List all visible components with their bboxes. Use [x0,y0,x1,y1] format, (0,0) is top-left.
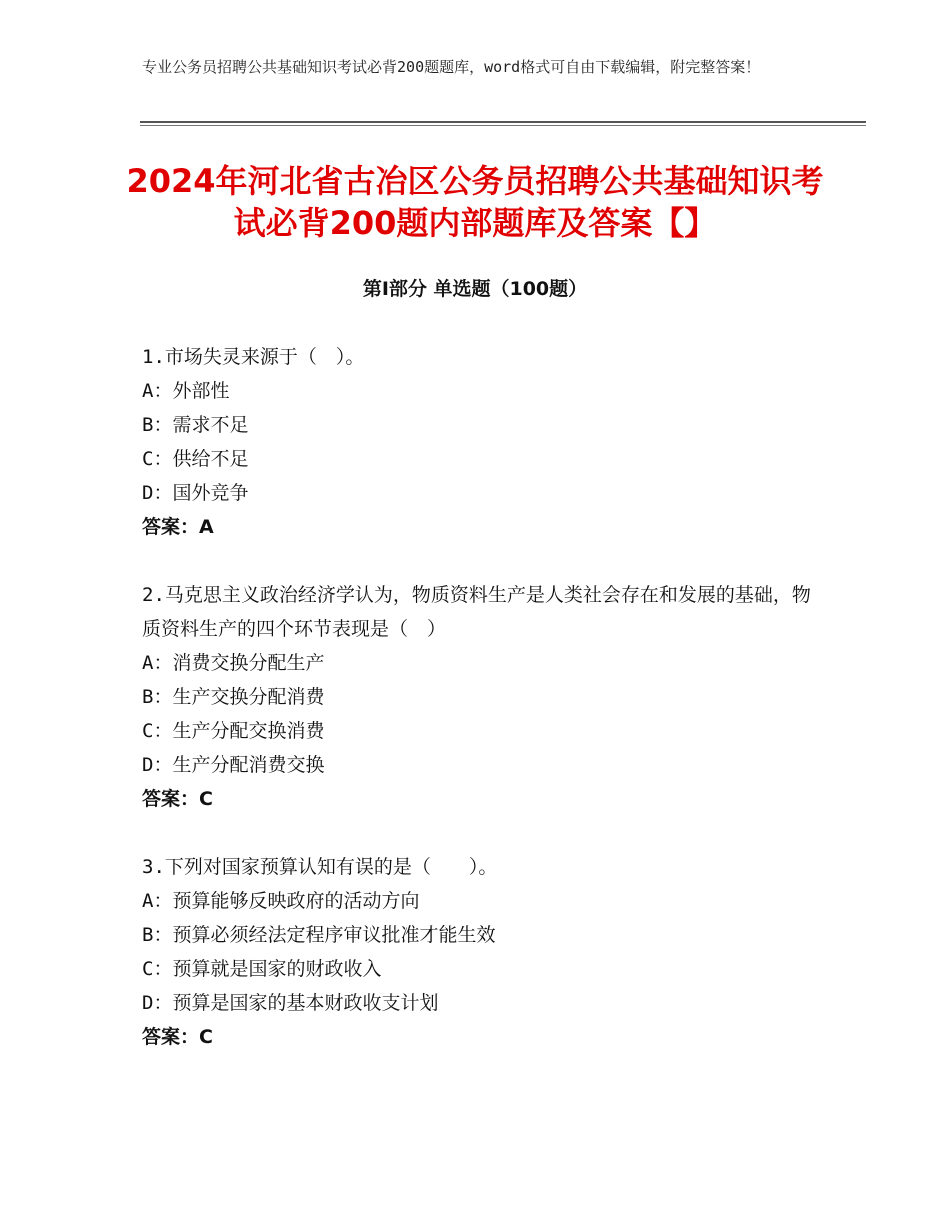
option-b: B：需求不足 [142,414,249,436]
option-a: A：预算能够反映政府的活动方向 [142,890,420,912]
option-d: D：预算是国家的基本财政收支计划 [142,992,439,1014]
question-stem: 1.市场失灵来源于（ ）。 [142,346,365,368]
option-d: D：生产分配消费交换 [142,754,325,776]
answer: 答案：C [142,788,213,810]
option-c: C：生产分配交换消费 [142,720,325,742]
option-c: C：供给不足 [142,448,249,470]
question-stem: 2.马克思主义政治经济学认为，物质资料生产是人类社会存在和发展的基础，物质资料生产的四个环节表现是（ ） [142,584,811,640]
option-a: A：消费交换分配生产 [142,652,325,674]
answer: 答案：C [142,1026,213,1048]
question-stem: 3.下列对国家预算认知有误的是（ ）。 [142,856,498,878]
header-divider-thick [140,121,866,123]
option-b: B：生产交换分配消费 [142,686,325,708]
header-note: 专业公务员招聘公共基础知识考试必背200题题库，word格式可自由下载编辑，附完整答案！ [142,58,761,76]
question-list [142,340,822,1088]
document-title: 2024年河北省古冶区公务员招聘公共基础知识考试必背200题内部题库及答案【】 [126,162,824,242]
option-a: A：外部性 [142,380,230,402]
header-divider-thin [140,125,866,126]
question-3 [142,850,822,1054]
question-1 [142,340,822,544]
option-d: D：国外竞争 [142,482,249,504]
question-2 [142,578,822,816]
option-b: B：预算必须经法定程序审议批准才能生效 [142,924,496,946]
section-title: 第Ⅰ部分 单选题（100题） [362,278,588,300]
answer: 答案：A [142,516,214,538]
option-c: C：预算就是国家的财政收入 [142,958,382,980]
